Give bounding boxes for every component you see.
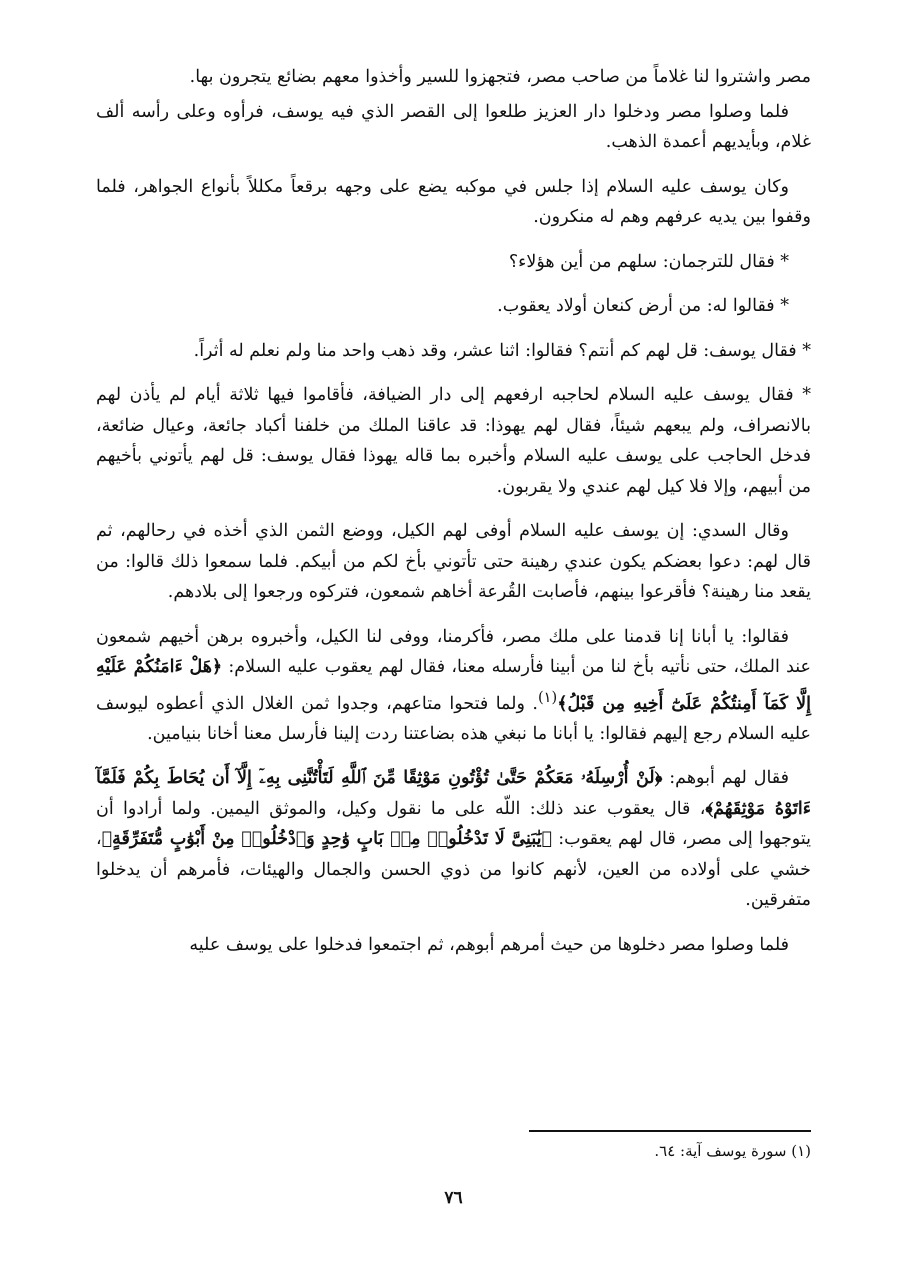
paragraph-2: فلما وصلوا مصر ودخلوا دار العزيز طلعوا إلى القصر الذي فيه يوسف، فرأوه وعلى رأسه ألف غلام، وبأيديهم أعمدة الذهب. [96,101,811,152]
paragraph-11: فلما وصلوا مصر دخلوها من حيث أمرهم أبوهم، ثم اجتمعوا فدخلوا على يوسف عليه [189,934,789,955]
footnote-reference: (١) [537,688,558,706]
paragraph-8: وقال السدي: إن يوسف عليه السلام أوفى لهم الكيل، ووضع الثمن الذي أخذه في رحالهم، ثم قال لهم: دعوا بعضكم يكون عندي رهينة حتى تأتوني بأخ لكم من أبيكم. فلما سمعوا ذلك قالوا: من يقعد منا رهينة؟ فأقرعوا بينهم، فأصابت القُرعة أخاهم شمعون، فتركوه ورجعوا إلى بلادهم. [96,521,811,602]
quran-verse-2: ﴿لَنْ أُرْسِلَهُۥ مَعَكُمْ حَتَّىٰ تُؤْتُونِ مَوْثِقًا مِّنَ ٱللَّهِ لَتَأْتُنَّنِى بِهِۦٓ إِلَّآ أَن يُحَاطَ بِكُمْ فَلَمَّآ ءَاتَوْهُ مَوْثِقَهُمْ﴾ [96,768,812,819]
paragraph-1: مصر واشتروا لنا غلاماً من صاحب مصر، فتجهزوا للسير وأخذوا معهم بضائع يتجرون بها. [189,67,811,87]
paragraph-3: وكان يوسف عليه السلام إذا جلس في موكبه يضع على وجهه برقعاً مكللاً بأنواع الجواهر، فلما وقفوا بين يديه عرفهم وهم له منكرون. [96,176,811,227]
quran-verse-3: ﴿يَٰبَنِىَّ لَا تَدْخُلُوا۟ مِنۢ بَابٍ وَٰحِدٍ وَٱدْخُلُوا۟ مِنْ أَبْوَٰبٍ مُّتَفَرِّقَةٍ﴾ [101,829,552,850]
paragraph-6: * فقال يوسف: قل لهم كم أنتم؟ فقالوا: اثنا عشر، وقد ذهب واحد منا ولم نعلم له أثراً. [193,340,811,361]
paragraph-10-text-3: ، خشي على أولاده من العين، لأنهم كانوا من ذوي الحسن والجمال والهيئات، فأمرهم أن يدخلوا متفرقين. [96,829,811,911]
quran-verse-1: ﴿هَلْ ءَامَنُكُمْ عَلَيْهِ إِلَّا كَمَآ أَمِنتُكُمْ عَلَىٰٓ أَخِيهِ مِن قَبْلُ﴾ [96,657,811,714]
paragraph-9-text-2: . ولما فتحوا متاعهم، وجدوا ثمن الغلال الذي أعطوه ليوسف عليه السلام رجع إليهم فقالوا: يا أبانا ما نبغي هذه بضاعتنا ردت إلينا فأرسل معنا أخانا بنيامين. [96,693,811,744]
footnote: (١) سورة يوسف آية: ٦٤. [654,1142,811,1160]
paragraph-9 [96,622,811,750]
body-text [96,62,811,974]
footnote-divider [529,1130,811,1132]
paragraph-9-text-1: فقالوا: يا أبانا إنا قدمنا على ملك مصر، فأكرمنا، ووفى لنا الكيل، وأخبروه برهن أخيهم شمعون عند الملك، حتى نأتيه بأخ لنا من أبينا فأرسله معنا، فقال لهم يعقوب عليه السلام: [96,626,811,677]
paragraph-7: * فقال يوسف عليه السلام لحاجبه ارفعهم إلى دار الضيافة، فأقاموا فيها ثلاثة أيام لم يأذن لهم بالانصراف، ولم يبعهم شيئاً، فقال لهم يهوذا: قد عاقنا الملك من خلفنا أكباد جائعة، وعيال ضائعة، فدخل الحاجب على يوسف عليه السلام وأخبره بما قاله يهوذا فقال يوسف: قل لهم يأتوني بأخيهم من أبيهم، وإلا فلا كيل لهم عندي ولا يقربون. [96,385,811,497]
paragraph-4: * فقال للترجمان: سلهم من أين هؤلاء؟ [508,251,789,272]
page-number: ٧٦ [444,1188,463,1208]
paragraph-10-text-2: ، قال يعقوب عند ذلك: اللّه على ما نقول وكيل، والموثق اليمين. ولما أرادوا أن يتوجهوا إلى مصر، قال لهم يعقوب: [96,798,811,850]
paragraph-10-text-1: فقال لهم أبوهم: [662,768,789,789]
paragraph-10 [96,763,811,916]
paragraph-5: * فقالوا له: من أرض كنعان أولاد يعقوب. [497,296,789,316]
